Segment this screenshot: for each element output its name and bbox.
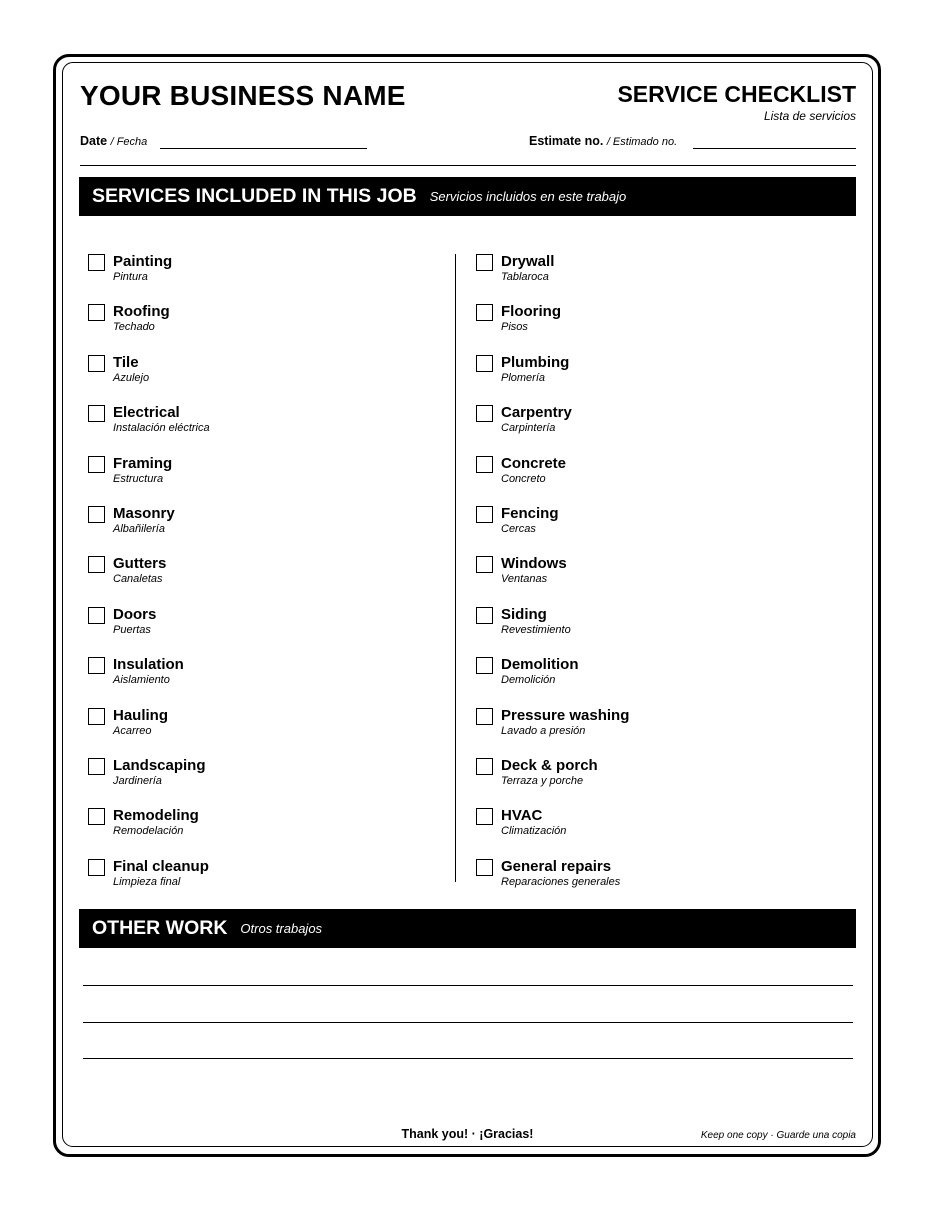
checkbox[interactable] — [476, 556, 493, 573]
checklist-item-label: Windows — [501, 555, 567, 572]
thank-you-note: Thank you! · ¡Gracias! — [401, 1127, 534, 1141]
other-work-line-3[interactable] — [83, 1058, 853, 1059]
checkbox[interactable] — [88, 708, 105, 725]
checklist-item-translation: Lavado a presión — [501, 725, 586, 737]
checklist-item-translation: Aislamiento — [113, 674, 170, 686]
checkbox[interactable] — [476, 254, 493, 271]
checklist-item-label: Tile — [113, 354, 139, 371]
header-divider — [80, 165, 856, 166]
checklist-item-label: HVAC — [501, 807, 543, 824]
checklist-item-translation: Demolición — [501, 674, 556, 686]
checklist-item-translation: Tablaroca — [501, 271, 549, 283]
checkbox[interactable] — [88, 254, 105, 271]
checkbox[interactable] — [476, 355, 493, 372]
services-section-title: SERVICES INCLUDED IN THIS JOB — [92, 185, 417, 207]
checkbox[interactable] — [88, 304, 105, 321]
date-label-group — [80, 134, 147, 148]
checklist-item-label: Masonry — [113, 505, 175, 522]
checklist-item-translation: Pintura — [113, 271, 148, 283]
checkbox[interactable] — [476, 304, 493, 321]
checkbox[interactable] — [88, 859, 105, 876]
checklist-item-translation: Terraza y porche — [501, 775, 584, 787]
business-name: YOUR BUSINESS NAME — [80, 80, 406, 111]
checklist-item-translation: Albañilería — [113, 523, 165, 535]
checklist-item-label: Hauling — [113, 707, 168, 724]
checklist-item-translation: Concreto — [501, 473, 546, 485]
checklist-item-translation: Puertas — [113, 624, 151, 636]
checklist-item-label: Plumbing — [501, 354, 570, 371]
checklist-item-translation: Cercas — [501, 523, 536, 535]
checklist-item-label: Landscaping — [113, 757, 206, 774]
checklist-item-label: Insulation — [113, 656, 184, 673]
checklist-item-translation: Acarreo — [113, 725, 152, 737]
checklist-item-label: Final cleanup — [113, 858, 209, 875]
other-work-line-2[interactable] — [83, 1022, 853, 1023]
checkbox[interactable] — [88, 657, 105, 674]
checklist-item-translation: Estructura — [113, 473, 164, 485]
services-section-header — [79, 177, 856, 216]
checklist-item-label: Framing — [113, 455, 173, 472]
checkbox[interactable] — [476, 506, 493, 523]
checklist-item-label: Pressure washing — [501, 707, 630, 724]
checklist-item-translation: Ventanas — [501, 573, 548, 585]
estimate-field[interactable] — [693, 148, 856, 149]
checkbox[interactable] — [88, 808, 105, 825]
services-section-translation: Servicios incluidos en este trabajo — [429, 189, 627, 204]
checklist-item-label: Drywall — [501, 253, 555, 270]
other-work-line-1[interactable] — [83, 985, 853, 986]
checklist-item-label: Fencing — [501, 505, 559, 522]
date-label-translation: / Fecha — [110, 136, 148, 148]
checklist-item-label: Electrical — [113, 404, 180, 421]
document-title-translation: Lista de servicios — [763, 109, 856, 123]
checklist-item-translation: Canaletas — [113, 573, 163, 585]
checkbox[interactable] — [88, 355, 105, 372]
checklist-item-translation: Azulejo — [113, 372, 150, 384]
checklist-item-translation: Plomería — [501, 372, 546, 384]
checkbox[interactable] — [476, 859, 493, 876]
checklist-item-label: Doors — [113, 606, 157, 623]
checkbox[interactable] — [476, 808, 493, 825]
checklist-item-label: Siding — [501, 606, 547, 623]
checklist-item-translation: Reparaciones generales — [501, 876, 621, 888]
estimate-label-group — [529, 134, 677, 148]
checklist-item-label: Demolition — [501, 656, 579, 673]
column-divider — [455, 254, 456, 882]
checkbox[interactable] — [88, 405, 105, 422]
checklist-item-translation: Pisos — [501, 321, 528, 333]
date-label: Date — [80, 134, 108, 148]
checklist-item-translation: Techado — [113, 321, 155, 333]
checklist-item-translation: Revestimiento — [501, 624, 571, 636]
checkbox[interactable] — [476, 708, 493, 725]
checklist-item-label: General repairs — [501, 858, 612, 875]
checklist-item-translation: Climatización — [501, 825, 567, 837]
other-work-title: OTHER WORK — [92, 917, 228, 939]
checkbox[interactable] — [88, 607, 105, 624]
checkbox[interactable] — [88, 758, 105, 775]
checklist-item-translation: Carpintería — [501, 422, 556, 434]
checklist-item-label: Gutters — [113, 555, 167, 572]
checkbox[interactable] — [476, 456, 493, 473]
checklist-item-translation: Remodelación — [113, 825, 184, 837]
other-work-header — [79, 909, 856, 948]
checklist-item-label: Flooring — [501, 303, 561, 320]
checkbox[interactable] — [476, 657, 493, 674]
checklist-item-translation: Jardinería — [113, 775, 162, 787]
checkbox[interactable] — [476, 607, 493, 624]
estimate-label: Estimate no. — [529, 134, 604, 148]
estimate-label-translation: / Estimado no. — [606, 136, 678, 148]
checkbox[interactable] — [88, 556, 105, 573]
other-work-translation: Otros trabajos — [240, 921, 323, 936]
checklist-item-label: Carpentry — [501, 404, 572, 421]
keep-copy-note: Keep one copy · Guarde una copia — [700, 1130, 856, 1141]
checklist-item-label: Deck & porch — [501, 757, 598, 774]
checkbox[interactable] — [476, 758, 493, 775]
checkbox[interactable] — [88, 506, 105, 523]
checklist-item-label: Remodeling — [113, 807, 199, 824]
checklist-item-translation: Instalación eléctrica — [113, 422, 210, 434]
checklist-item-label: Roofing — [113, 303, 170, 320]
date-field[interactable] — [160, 148, 367, 149]
document-title: SERVICE CHECKLIST — [617, 81, 856, 107]
checkbox[interactable] — [476, 405, 493, 422]
checklist-item-label: Concrete — [501, 455, 567, 472]
checkbox[interactable] — [88, 456, 105, 473]
checklist-item-label: Painting — [113, 253, 173, 270]
checklist-item-translation: Limpieza final — [113, 876, 181, 888]
